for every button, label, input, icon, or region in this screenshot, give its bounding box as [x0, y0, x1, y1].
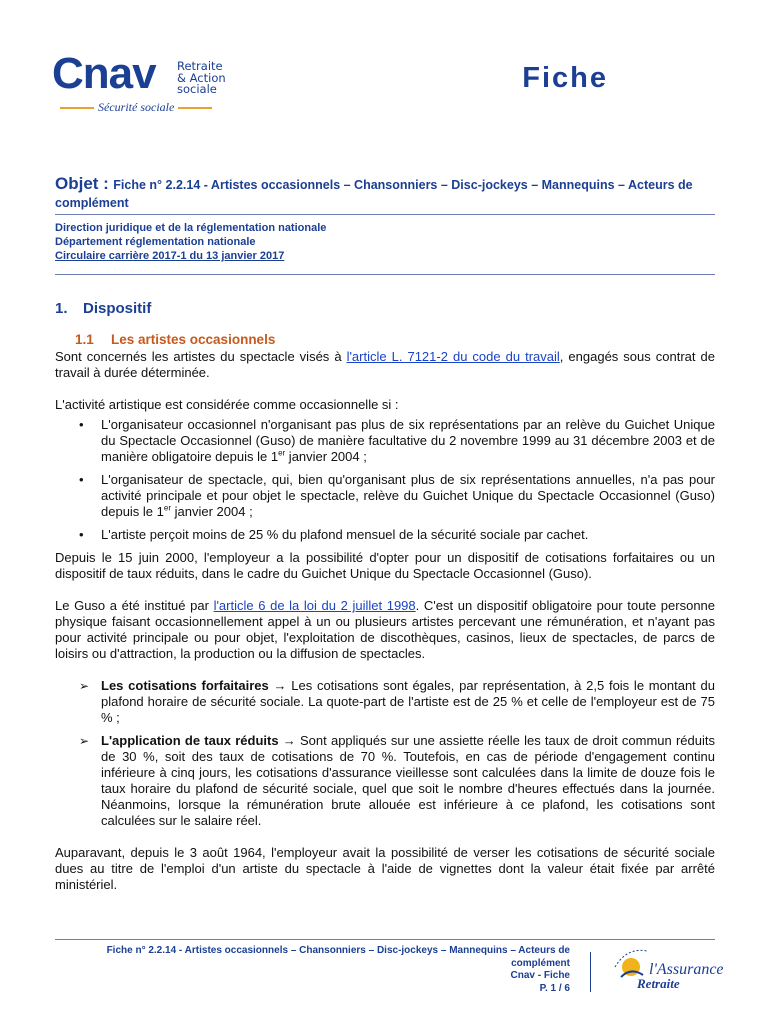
paragraph: L'activité artistique est considérée comme occasionnelle si :: [55, 397, 399, 412]
bullet-icon: •: [79, 527, 84, 542]
cnav-logo: [52, 49, 242, 120]
circulaire-link[interactable]: Circulaire carrière 2017-1 du 13 janvier 2017: [55, 250, 285, 262]
arrow-bullet-icon: ➢: [79, 734, 90, 748]
bullet-icon: •: [79, 472, 84, 487]
footer-divider: [55, 939, 715, 940]
paragraph: Depuis le 15 juin 2000, l'employeur a la possibilité d'opter pour un dispositif de cotisations forfaitaires ou un dispositif de taux réduits, dans le cadre du Guichet Unique du Spectacle Occasionnel (Guso).: [55, 550, 715, 581]
list-item: • L'artiste perçoit moins de 25 % du plafond mensuel de la sécurité sociale par cachet.: [79, 527, 589, 542]
references-block: [55, 221, 715, 263]
divider: [55, 274, 715, 275]
logo-subtitle: Retraite & Action sociale: [177, 59, 226, 96]
objet-label: Objet :: [55, 174, 109, 193]
footer-text: Fiche n° 2.2.14 - Artistes occasionnels – Chansonniers – Disc-jockeys – Mannequins – Acteurs de complément Cnav - Fiche P. 1 / 6: [80, 945, 570, 995]
paragraph: Le Guso a été institué par l'article 6 de la loi du 2 juillet 1998. C'est un dispositif obligatoire pour toute personne physique faisant occasionnellement appel à un ou plusieurs artistes percevant une rémunération, et n'ayant pas pour activité principale ou pour objet, l'exploitation de discothèques, casinos, lieux de spectacles, de parcs de loisirs ou d'attraction, la production ou la diffusion de spectacles.: [55, 598, 716, 661]
list-item: ➢ Les cotisations forfaitaires → Les cotisations sont égales, par représentation, à 2,5 fois le montant du plafond horaire de sécurité sociale. La quote-part de l'artiste est de 25 % et celle de l'employeur est de 75 % ;: [79, 678, 715, 725]
paragraph: Auparavant, depuis le 3 août 1964, l'employeur avait la possibilité de verser les cotisations de sécurité sociale dues au titre de l'emploi d'un artiste du spectacle à l'aide de vignettes dont la valeur était fixée par arrêté ministériel.: [55, 845, 715, 892]
arrow-list: [55, 678, 715, 829]
paragraph: Sont concernés les artistes du spectacle visés à l'article L. 7121-2 du code du travail, engagés sous contrat de travail à durée déterminée.: [55, 349, 715, 380]
bullet-icon: •: [79, 417, 84, 432]
logo-securite-sociale: Sécurité sociale: [56, 100, 230, 115]
page-number: P. 1 / 6: [539, 982, 570, 994]
logo-main-text: Cnav: [52, 49, 156, 98]
footer-separator: [590, 952, 591, 992]
departement-text: Département réglementation nationale: [55, 236, 256, 248]
list-item: • L'organisateur de spectacle, qui, bien qu'organisant plus de six représentations annuelles, n'a pas pour activité principale et pour objet le spectacle, relève du Guichet Unique du Spectacle Occasionnel (Guso) depuis le 1er janvier 2004 ;: [79, 472, 715, 519]
assurance-retraite-logo: l'Assurance Retraite: [607, 945, 727, 995]
objet-title: Fiche n° 2.2.14 - Artistes occasionnels – Chansonniers – Disc-jockeys – Mannequins – Acteurs de complément: [55, 178, 693, 210]
article-link[interactable]: l'article L. 7121-2 du code du travail: [346, 349, 560, 364]
main-content: [55, 349, 715, 909]
section-heading: 1. Dispositif: [55, 300, 152, 317]
direction-text: Direction juridique et de la réglementation nationale: [55, 222, 327, 234]
bullet-list: [55, 417, 715, 543]
document-type-title: Fiche: [522, 62, 608, 94]
list-item: ➢ L'application de taux réduits → Sont appliqués sur une assiette réelle les taux de droit commun réduits de 30 %, soit des taux de cotisations de 70 %. Toutefois, en cas de période d'engagement continu inférieure à cinq jours, les cotisations d'assurance vieillesse sont calculées dans la limite de douze fois le taux horaire du plafond de sécurité sociale, quel que soit le nombre d'heures effectués dans la journée. Néanmoins, lorsque la rémunération brute allouée est inférieure à ce plafond, les cotisations sont calculées sur le salaire réel.: [79, 733, 715, 828]
objet-block: [55, 175, 715, 212]
arrow-bullet-icon: ➢: [79, 679, 90, 693]
divider: [55, 214, 715, 215]
list-item: • L'organisateur occasionnel n'organisant pas plus de six représentations par an relève du Guichet Unique du Spectacle Occasionnel (Guso) de manière facultative du 2 novembre 1999 au 31 décembre 2003 et de manière obligatoire depuis le 1er janvier 2004 ;: [79, 417, 715, 464]
subsection-heading: 1.1 Les artistes occasionnels: [75, 332, 276, 347]
law-link[interactable]: l'article 6 de la loi du 2 juillet 1998: [213, 598, 416, 613]
